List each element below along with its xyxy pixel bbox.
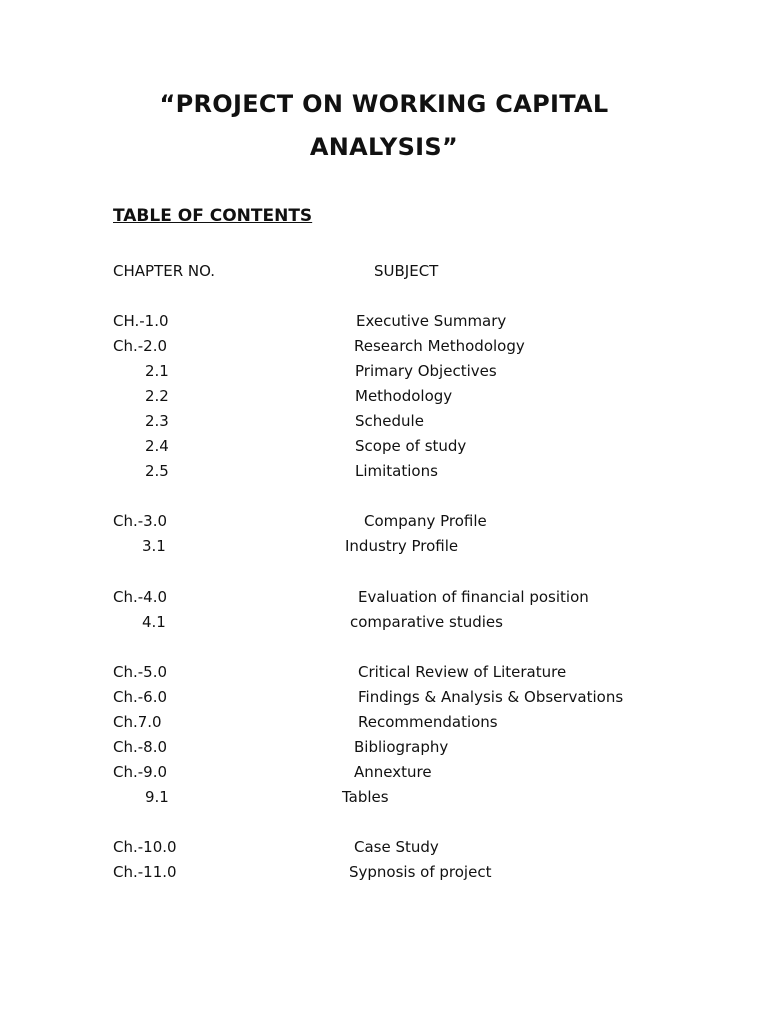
toc-subject: Recommendations bbox=[358, 713, 498, 731]
toc-chapter: Ch.-2.0 bbox=[113, 337, 168, 355]
toc-chapter: 2.5 bbox=[145, 462, 169, 480]
toc-subject: Case Study bbox=[354, 838, 439, 856]
toc-chapter: Ch.7.0 bbox=[113, 713, 162, 731]
toc-subject: Scope of study bbox=[355, 437, 467, 455]
toc-chapter: Ch.-11.0 bbox=[113, 863, 177, 881]
document-title-line-2: ANALYSIS” bbox=[309, 133, 459, 161]
toc-chapter: Ch.-5.0 bbox=[113, 663, 168, 681]
toc-chapter: Ch.-4.0 bbox=[113, 588, 168, 606]
toc-chapter: 2.4 bbox=[145, 437, 169, 455]
toc-subject: Sypnosis of project bbox=[349, 863, 492, 881]
subject-column-header: SUBJECT bbox=[374, 262, 439, 280]
toc-subject: Annexture bbox=[354, 763, 432, 781]
toc-subject: Tables bbox=[342, 788, 389, 806]
toc-chapter: Ch.-8.0 bbox=[113, 738, 168, 756]
document-title-line-1: “PROJECT ON WORKING CAPITAL bbox=[159, 90, 609, 118]
toc-subject: Evaluation of financial position bbox=[358, 588, 589, 606]
toc-chapter: 3.1 bbox=[142, 537, 166, 555]
toc-subject: Research Methodology bbox=[354, 337, 525, 355]
toc-chapter: 9.1 bbox=[145, 788, 169, 806]
toc-subject: Critical Review of Literature bbox=[358, 663, 567, 681]
toc-chapter: Ch.-6.0 bbox=[113, 688, 168, 706]
toc-chapter: 2.3 bbox=[145, 412, 169, 430]
toc-chapter: 2.1 bbox=[145, 362, 169, 380]
toc-chapter: Ch.-3.0 bbox=[113, 512, 168, 530]
toc-chapter: Ch.-9.0 bbox=[113, 763, 168, 781]
toc-subject: Primary Objectives bbox=[355, 362, 497, 380]
chapter-column-header: CHAPTER NO. bbox=[113, 262, 216, 280]
toc-subject: Methodology bbox=[355, 387, 453, 405]
toc-subject: Executive Summary bbox=[356, 312, 507, 330]
toc-subject: comparative studies bbox=[350, 613, 503, 631]
toc-chapter: 2.2 bbox=[145, 387, 169, 405]
toc-subject: Bibliography bbox=[354, 738, 449, 756]
toc-chapter: 4.1 bbox=[142, 613, 166, 631]
toc-chapter: Ch.-10.0 bbox=[113, 838, 177, 856]
toc-subject: Schedule bbox=[355, 412, 424, 430]
toc-subject: Limitations bbox=[355, 462, 438, 480]
toc-subject: Findings & Analysis & Observations bbox=[358, 688, 624, 706]
toc-subject: Industry Profile bbox=[345, 537, 459, 555]
toc-subject: Company Profile bbox=[364, 512, 487, 530]
toc-chapter: CH.-1.0 bbox=[113, 312, 169, 330]
toc-heading: TABLE OF CONTENTS bbox=[113, 206, 313, 226]
